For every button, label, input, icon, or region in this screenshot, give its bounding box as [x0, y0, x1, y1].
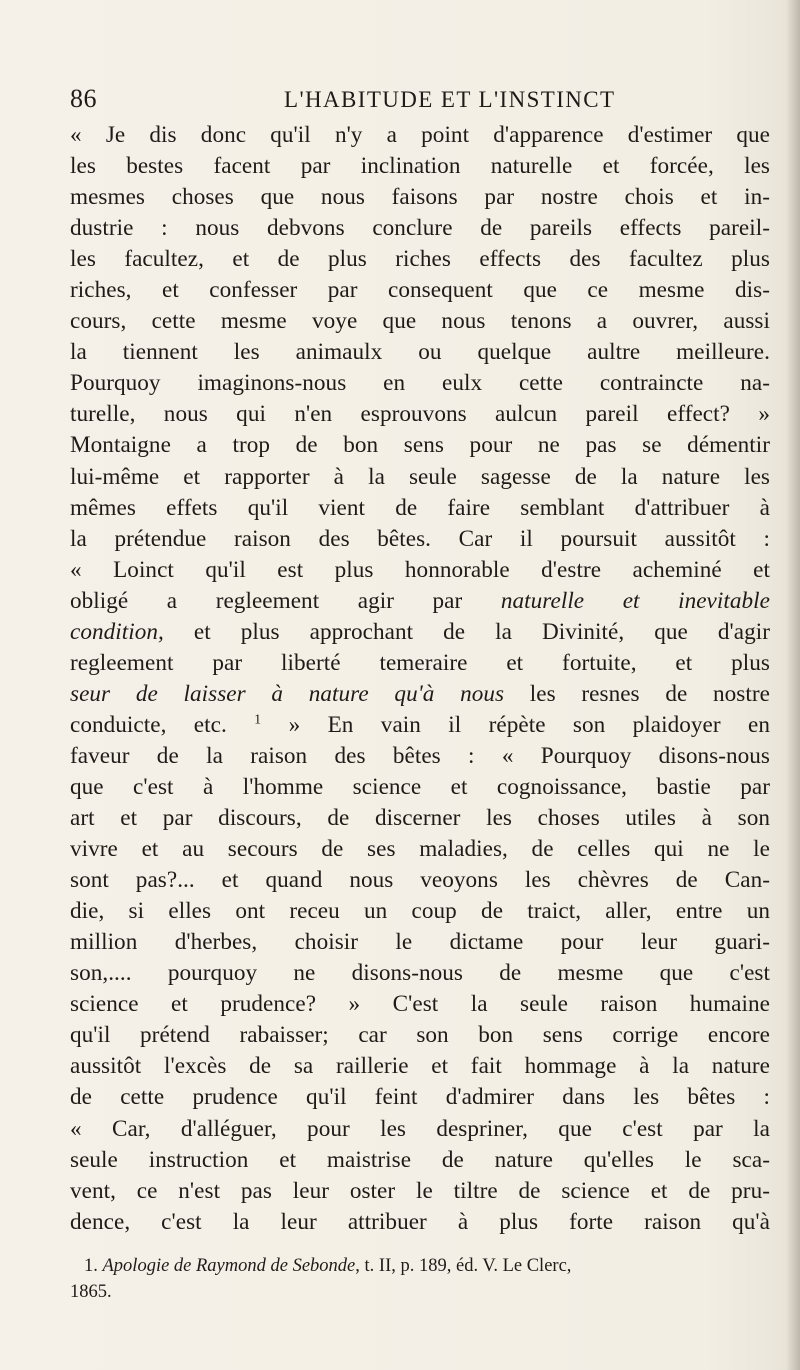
text-line: la tiennent les animaulx ou quelque aultre meilleure.	[70, 339, 770, 366]
text-line: mesmes choses que nous faisons par nostre chois et in-	[70, 184, 770, 211]
text-line: la prétendue raison des bêtes. Car il poursuit aussitôt :	[70, 525, 770, 552]
text-line: vent, ce n'est pas leur oster le tiltre de science et de pru-	[70, 1177, 770, 1204]
text-line: « Je dis donc qu'il n'y a point d'apparence d'estimer que	[70, 122, 770, 148]
page-edge-shadow	[786, 0, 800, 1370]
text-line: les facultez, et de plus riches effects des facultez plus	[70, 246, 770, 273]
text-line: art et par discours, de discerner les choses utiles à son	[70, 805, 770, 832]
footnote	[70, 1253, 770, 1305]
text-line: que c'est à l'homme science et cognoissance, bastie par	[70, 773, 770, 800]
text-line: cours, cette mesme voye que nous tenons a ouvrer, aussi	[70, 308, 770, 335]
text-line-with-footnote-ref: conduicte, etc. $^1$ » En vain il répète son plaidoyer en	[70, 711, 770, 738]
footnote-year: 1865.	[70, 1282, 112, 1302]
footnote-reference: , t. II, p. 189, éd. V. Le Clerc,	[355, 1256, 572, 1276]
text-line: science et prudence? » C'est la seule raison humaine	[70, 991, 770, 1018]
text-line-with-italic: condition, et plus approchant de la Divinité, que d'agir	[70, 618, 770, 645]
footnote-number: 1.	[84, 1256, 98, 1276]
running-header	[70, 84, 762, 120]
text-line: aussitôt l'excès de sa raillerie et fait hommage à la nature	[70, 1053, 770, 1080]
running-title: L'HABITUDE ET L'INSTINCT	[284, 87, 616, 112]
text-line-with-italic: seur de laisser à nature qu'à nous les resnes de nostre	[70, 680, 770, 707]
text-line: mêmes effets qu'il vient de faire semblant d'attribuer à	[70, 494, 770, 521]
text-line: « Car, d'alléguer, pour les despriner, que c'est par la	[70, 1115, 770, 1142]
text-line: vivre et au secours de ses maladies, de celles qui ne le	[70, 836, 770, 863]
text-line: million d'herbes, choisir le dictame pour leur guari-	[70, 929, 770, 956]
text-line-with-italic: obligé a regleement agir par naturelle et inevitable	[70, 587, 770, 614]
text-line: faveur de la raison des bêtes : « Pourquoy disons-nous	[70, 742, 770, 769]
text-line: « Loinct qu'il est plus honnorable d'estre acheminé et	[70, 556, 770, 583]
text-line: son,.... pourquoy ne disons-nous de mesme que c'est	[70, 960, 770, 987]
italic-phrase: seur de laisser à nature qu'à nous	[70, 680, 505, 707]
text-line: sont pas?... et quand nous veoyons les chèvres de Can-	[70, 867, 770, 894]
text-line: lui-même et rapporter à la seule sagesse de la nature les	[70, 463, 770, 490]
text-line: Pourquoy imaginons-nous en eulx cette contraincte na-	[70, 370, 770, 397]
text-line: qu'il prétend rabaisser; car son bon sens corrige encore	[70, 1022, 770, 1049]
italic-phrase: condition,	[70, 618, 164, 645]
text-line: regleement par liberté temeraire et fortuite, et plus	[70, 649, 770, 676]
text-line: die, si elles ont receu un coup de traict, aller, entre un	[70, 898, 770, 925]
text-line: dence, c'est la leur attribuer à plus forte raison qu'à	[70, 1208, 770, 1235]
text-line: riches, et confesser par consequent que ce mesme dis-	[70, 277, 770, 304]
footnote-line-1	[70, 1253, 770, 1279]
footnote-line-2	[70, 1279, 770, 1305]
page-number: 86	[70, 84, 97, 113]
footnote-book-title: Apologie de Raymond de Sebonde	[102, 1256, 356, 1276]
text-line: Montaigne a trop de bon sens pour ne pas se démentir	[70, 432, 770, 459]
footnote-ref-marker: 1	[254, 712, 262, 728]
text-line: les bestes facent par inclination naturelle et forcée, les	[70, 153, 770, 180]
text-line: dustrie : nous debvons conclure de pareils effects pareil-	[70, 215, 770, 242]
italic-phrase: naturelle et inevitable	[500, 587, 770, 614]
body-text	[70, 120, 770, 1238]
text-line: de cette prudence qu'il feint d'admirer dans les bêtes :	[70, 1084, 770, 1111]
text-line: seule instruction et maistrise de nature qu'elles le sca-	[70, 1146, 770, 1173]
text-line: turelle, nous qui n'en esprouvons aulcun pareil effect? »	[70, 401, 770, 428]
